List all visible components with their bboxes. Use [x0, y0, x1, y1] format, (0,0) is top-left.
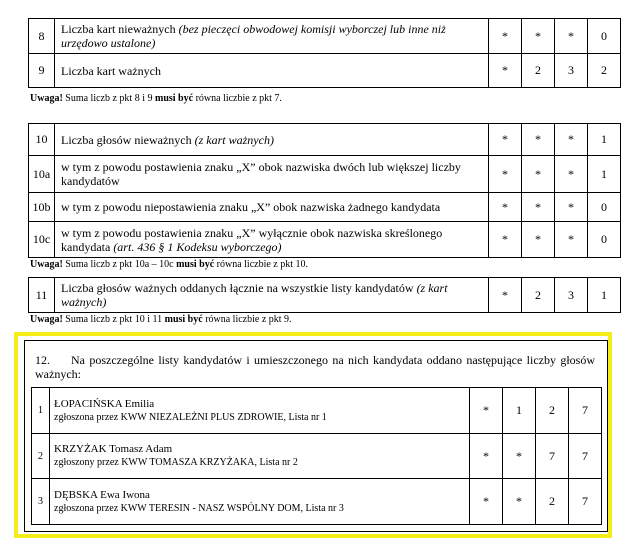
digit-cell: * — [555, 19, 588, 54]
digit-cell: * — [470, 388, 503, 434]
row-label: w tym z powodu postawienia znaku „X” wyłącznie obok nazwiska skreślonego kandydata (art. 436 § 1 Kodeksu wyborczego) — [55, 222, 489, 258]
row-label: Liczba głosów nieważnych (z kart ważnych) — [55, 124, 489, 156]
digit-cell: 2 — [536, 479, 569, 525]
candidate-name: KRZYŻAK Tomasz Adam — [54, 443, 173, 455]
row-label: w tym z powodu niepostawienia znaku „X” obok nazwiska żadnego kandydata — [55, 193, 489, 222]
table-block-c — [28, 277, 621, 313]
row-label: w tym z powodu postawienia znaku „X” obok nazwiska dwóch lub większej liczby kandydatów — [55, 156, 489, 193]
digit-cell: * — [555, 156, 588, 193]
candidates-table — [31, 387, 602, 525]
digit-cell: * — [489, 156, 522, 193]
digit-cell: * — [489, 193, 522, 222]
digit-cell: 1 — [588, 156, 621, 193]
row-number: 10b — [29, 193, 55, 222]
digit-cell: * — [489, 54, 522, 88]
candidate-row — [32, 479, 602, 525]
digit-cell: * — [489, 19, 522, 54]
candidate-committee: zgłoszona przez KWW NIEZALEŻNI PLUS ZDROWIE, Lista nr 1 — [54, 411, 327, 423]
candidate-row — [32, 388, 602, 434]
row-number: 10a — [29, 156, 55, 193]
digit-cell: * — [555, 193, 588, 222]
row-10c — [29, 222, 621, 258]
row-label: Liczba kart nieważnych (bez pieczęci obwodowej komisji wyborczej lub inne niż urzędowo ustalone) — [55, 19, 489, 54]
digit-cell: * — [470, 479, 503, 525]
table-block-a — [28, 18, 621, 88]
row-number: 10c — [29, 222, 55, 258]
row-number: 10 — [29, 124, 55, 156]
candidate-label — [50, 479, 470, 525]
digit-cell: * — [470, 434, 503, 479]
row-8 — [29, 19, 621, 54]
digit-cell: * — [503, 479, 536, 525]
digit-cell: * — [489, 124, 522, 156]
candidate-label — [50, 434, 470, 479]
section-12-text: Na poszczególne listy kandydatów i umieszczonego na nich kandydata oddano następujące liczby głosów ważnych: — [35, 353, 595, 381]
row-10b — [29, 193, 621, 222]
note-a: Uwaga! Suma liczb z pkt 8 i 9 musi być równa liczbie z pkt 7. — [30, 93, 282, 104]
section-12 — [24, 340, 608, 532]
digit-cell: 0 — [588, 19, 621, 54]
candidate-committee: zgłoszona przez KWW TERESIN - NASZ WSPÓLNY DOM, Lista nr 3 — [54, 502, 344, 514]
digit-cell: 0 — [588, 193, 621, 222]
digit-cell: 2 — [536, 388, 569, 434]
row-10 — [29, 124, 621, 156]
digit-cell: 2 — [522, 54, 555, 88]
row-number: 8 — [29, 19, 55, 54]
digit-cell: 2 — [588, 54, 621, 88]
candidate-name: DĘBSKA Ewa Iwona — [54, 488, 150, 501]
note-b: Uwaga! Suma liczb z pkt 10a – 10c musi być równa liczbie z pkt 10. — [30, 259, 309, 270]
digit-cell: * — [522, 222, 555, 258]
row-number: 11 — [29, 278, 55, 313]
digit-cell: 1 — [588, 278, 621, 313]
digit-cell: * — [489, 278, 522, 313]
table-block-b — [28, 123, 621, 258]
note-c: Uwaga! Suma liczb z pkt 10 i 11 musi być równa liczbie z pkt 9. — [30, 314, 292, 325]
row-9 — [29, 54, 621, 88]
digit-cell: 7 — [569, 434, 602, 479]
digit-cell: * — [503, 434, 536, 479]
digit-cell: * — [522, 124, 555, 156]
digit-cell: * — [522, 19, 555, 54]
row-number: 9 — [29, 54, 55, 88]
digit-cell: 1 — [588, 124, 621, 156]
row-10a — [29, 156, 621, 193]
digit-cell: * — [555, 222, 588, 258]
digit-cell: 3 — [555, 278, 588, 313]
section-12-highlight — [14, 332, 612, 538]
row-label: Liczba kart ważnych — [55, 54, 489, 88]
candidate-committee: zgłoszony przez KWW TOMASZA KRZYŻAKA, Lista nr 2 — [54, 457, 298, 468]
candidate-number: 3 — [32, 479, 50, 525]
digit-cell: 2 — [522, 278, 555, 313]
candidate-name: ŁOPACIŃSKA Emilia — [54, 397, 155, 410]
digit-cell: * — [555, 124, 588, 156]
row-11 — [29, 278, 621, 313]
digit-cell: * — [489, 222, 522, 258]
digit-cell: 7 — [569, 388, 602, 434]
digit-cell: 1 — [503, 388, 536, 434]
candidate-number: 1 — [32, 388, 50, 434]
candidate-label — [50, 388, 470, 434]
digit-cell: 0 — [588, 222, 621, 258]
section-12-heading — [35, 353, 595, 381]
digit-cell: 3 — [555, 54, 588, 88]
digit-cell: * — [522, 156, 555, 193]
candidate-number: 2 — [32, 434, 50, 479]
section-12-number: 12. — [35, 353, 50, 367]
digit-cell: 7 — [569, 479, 602, 525]
candidate-row — [32, 434, 602, 479]
digit-cell: * — [522, 193, 555, 222]
digit-cell: 7 — [536, 434, 569, 479]
row-label: Liczba głosów ważnych oddanych łącznie na wszystkie listy kandydatów (z kart ważnych) — [55, 278, 489, 313]
